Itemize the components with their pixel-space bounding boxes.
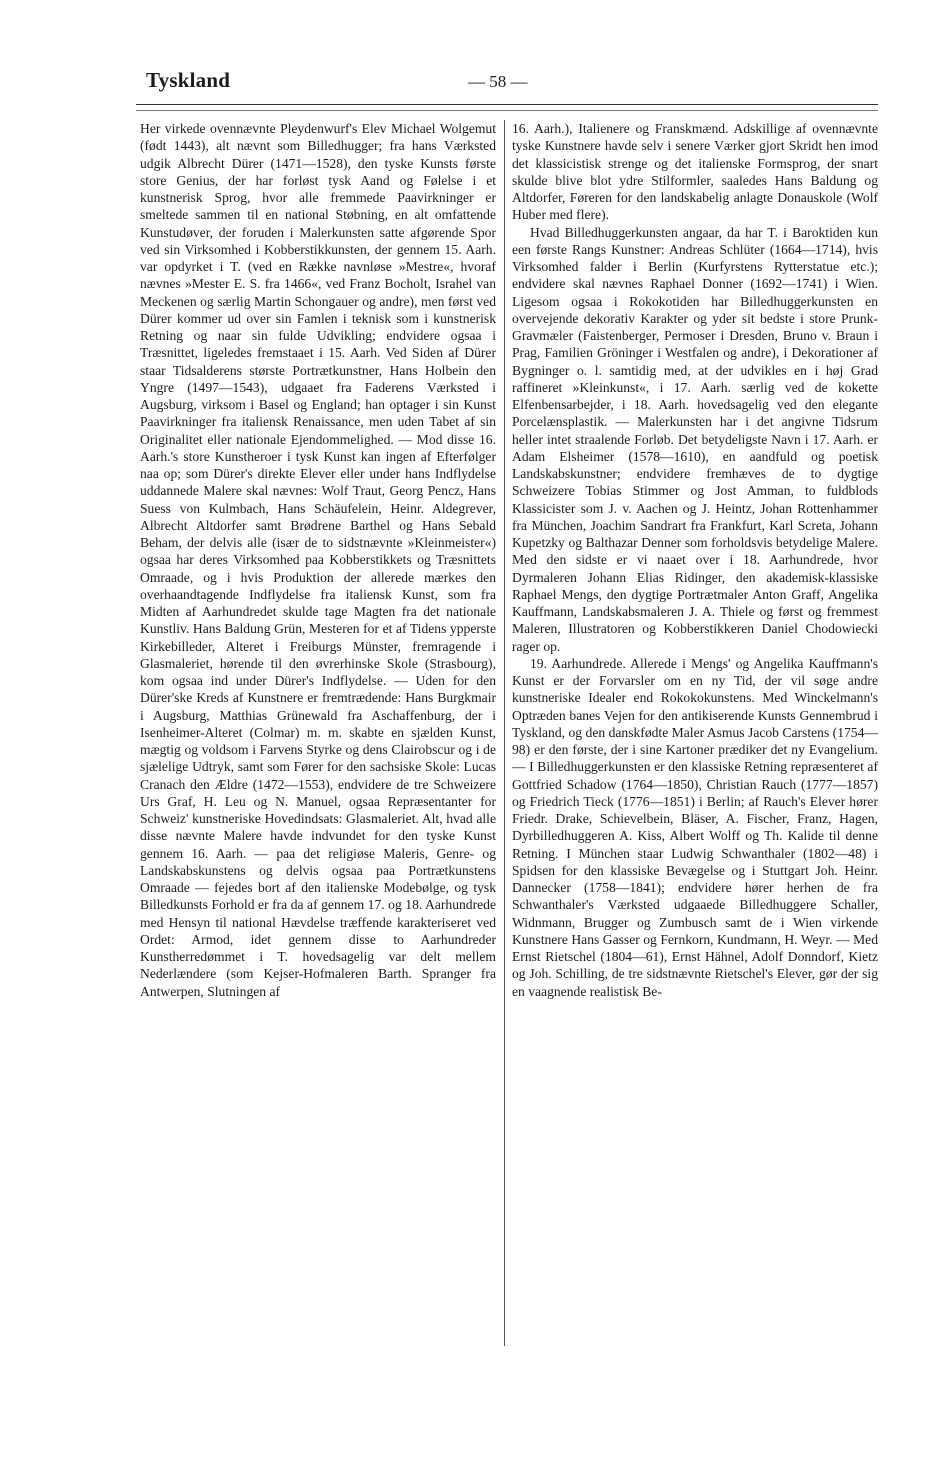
header-rule: [136, 104, 878, 105]
column-divider: [504, 120, 505, 1346]
running-head-title: Tyskland: [146, 68, 231, 92]
left-column: [140, 120, 496, 1000]
right-paragraph-3: 19. Aarhundrede. Allerede i Mengs' og Angelika Kauffmann's Kunst er der Forvarsler om en ny Tid, der vil søge andre kunstneriske Idealer end Rokokokunstens. Med Winckelmann's Optræden banes Vejen for den antikiserende Kunsts Gennembrud i Tyskland, og den danskfødte Maler Asmus Jacob Carstens (1754—98) er den første, der i sine Kartoner prædiker det ny Evangelium. — I Billedhuggerkunsten er den klassiske Retning repræsenteret af Gottfried Schadow (1764—1850), Christian Rauch (1777—1857) og Friedrich Tieck (1776—1851) i Berlin; af Rauch's Elever hører Friedr. Drake, Schievelbein, Bläser, A. Fischer, Franz, Hagen, Dyrbilledhuggeren A. Kiss, Albert Wolff og Th. Kalide til denne Retning. I München staar Ludwig Schwanthaler (1802—48) i Spidsen for den klassiske Bevægelse og i Stuttgart Joh. Heinr. Dannecker (1758—1841); endvidere hører herhen de fra Schwanthaler's Værksted udgaaede Billedhuggere Schaller, Widnmann, Brugger og Zumbusch samt de i Wien virkende Kunstnere Hans Gasser og Fernkorn, Kundmann, H. Weyr. — Med Ernst Rietschel (1804—61), Ernst Hähnel, Adolf Donndorf, Kietz og Joh. Schilling, de tre sidstnævnte Rietschel's Elever, gør der sig en vaagnende realistisk Be-: [512, 655, 878, 999]
header-rule-secondary: [136, 110, 878, 111]
right-column: [512, 120, 878, 1000]
right-paragraph-2: Hvad Billedhuggerkunsten angaar, da har T. i Baroktiden kun een første Rangs Kunstner: Andreas Schlüter (1664—1714), hvis Virksomhed falder i Berlin (Kurfyrstens Rytterstatue etc.); endvidere skal nævnes Raphael Donner (1692—1741) i Wien. Ligesom ogsaa i Rokokotiden har Billedhuggerkunsten en overvejende dekorativ Karakter og yder sit bedste i store Prunk-Gravmæler (Faistenberger, Permoser i Dresden, Bruno v. Braun i Prag, Familien Gröninger i Westfalen og andre), i Dekorationer af Bygninger o. l. samtidig med, at der udvikles en i høj Grad raffineret »Kleinkunst«, i 17. Aarh. særlig ved de kokette Elfenbensarbejder, i 18. Aarh. hovedsagelig ved den elegante Porcelænsplastik. — Malerkunsten har i det angivne Tidsrum heller intet straalende Forløb. Det betydeligste Navn i 17. Aarh. er Adam Elsheimer (1578—1610), en aandfuld og poetisk Landskabskunstner; endvidere fremhæves de to dygtige Schweizere Tobias Stimmer og Jost Amman, to fuldblods Klassicister som J. v. Aachen og J. Heintz, Johan Rottenhammer fra München, Joachim Sandrart fra Frankfurt, Karl Screta, Johann Kupetzky og Balthazar Denner som forholdsvis betydelige Malere. Med den sidste er vi naaet over i 18. Aarhundrede, hvor Dyrmaleren Johann Elias Ridinger, den akademisk-klassiske Raphael Mengs, den dygtige Portrætmaler Anton Graff, Angelika Kauffmann, Landskabsmaleren J. A. Thiele og først og fremmest Maleren, Illustratoren og Kobberstikkeren Daniel Chodowiecki rager op.: [512, 224, 878, 654]
left-paragraph-1: Her virkede ovennævnte Pleydenwurf's Elev Michael Wolgemut (født 1443), alt nævnt som Billedhugger; fra hans Værksted udgik Albrecht Dürer (1471—1528), den tyske Kunsts første store Genius, der har forløst tysk Aand og Følelse i et kunstnerisk Sprog, hvor alle fremmede Paavirkninger er smeltede sammen til en national Støbning, en alt omfattende Kunstudøver, der foruden i Malerkunsten satte afgørende Spor ved sin Virksomhed i Kobberstikkunsten, der gennem 15. Aarh. var opdyrket i T. (ved en Række navnløse »Mestre«, hvoraf nævnes »Mester E. S. fra 1466«, ved Franz Bocholt, Israhel van Meckenen og særlig Martin Schongauer og andre), men først ved Dürer kommer ud over sin Famlen i teknisk som i kunstnerisk Retning og naar sin fulde Udvikling; endvidere ogsaa i Træsnittet, ligeledes fremstaaet i 15. Aarh. Ved Siden af Dürer staar Tidsalderens største Portrætkunstner, Hans Holbein den Yngre (1497—1543), udgaaet fra Faderens Værksted i Augsburg, virksom i Basel og England; han optager i sin Kunst Paavirkninger fra italiensk Renaissance, men uden Tabet af sin Originalitet eller nationale Ejendommelighed. — Mod disse 16. Aarh.'s store Kunstheroer i tysk Kunst kan ingen af Efterfølger naa op; som Dürer's direkte Elever eller under hans Indflydelse uddannede Malere skal nævnes: Wolf Traut, Georg Pencz, Hans Suess von Kulmbach, Hans Schäufelein, Heinr. Aldegrever, Albrecht Altdorfer samt Brødrene Barthel og Hans Sebald Beham, der delvis alle (især de to sidstnævnte »Kleinmeister«) ogsaa har deres Virksomhed paa Kobberstikkets og Træsnittets Omraade, og i hvis Produktion der allerede mærkes den overhaandtagende Indflydelse fra italiensk Kunst, som fra Midten af Aarhundredet skulde tage Magten fra det nationale Kunstliv. Hans Baldung Grün, Mesteren for et af Tidens ypperste Kirkebilleder, Alteret i Freiburgs Münster, fremragende i Glasmaleriet, hørende til den øvrerhinske Skole (Strasbourg), kom ogsaa ind under Dürer's Indflydelse. — Uden for den Dürer'ske Kreds af Kunstnere er fremtrædende: Hans Burgkmair i Augsburg, Matthias Grünewald fra Aschaffenburg, der i Isenheimer-Alteret (Colmar) m. m. skabte en sjælden Kunst, mægtig og voldsom i Farvens Styrke og dens Clairobscur og i de sjælelige Udtryk, samt som Fører for den sachsiske Skole: Lucas Cranach den Ældre (1472—1553), endvidere de tre Schweizere Urs Graf, H. Leu og N. Manuel, ogsaa Repræsentanter for Schweiz' kunstneriske Hovedindsats: Glasmaleriet. Alt, hvad alle disse nævnte Malere havde indvundet for den tyske Kunst gennem 16. Aarh. — paa det religiøse Maleris, Genre- og Landskabskunstens og delvis ogsaa paa Portrætkunstens Omraade — fejedes bort af den italienske Modebølge, og tysk Billedkunsts Forhold er fra da af gennem 17. og 18. Aarhundrede med Hensyn til national Hævdelse træffende karakteriseret ved Ordet: Armod, idet gennem disse to Aarhundreder Kunstherredømmet i T. hovedsagelig var delt mellem Nederlændere (som Kejser-Hofmaleren Barth. Spranger fra Antwerpen, Slutningen af: [140, 121, 496, 999]
right-paragraph-1: 16. Aarh.), Italienere og Franskmænd. Adskillige af ovennævnte tyske Kunstnere havde selv i senere Værker gjort Skridt hen imod det klassicistisk strenge og det italienske Formsprog, der snart skulde blive blot ydre Stilformler, saaledes Hans Baldung og Altdorfer, Føreren for den landskabelig anlagte Donauskole (Wolf Huber med flere).: [512, 121, 878, 223]
page-number: — 58 —: [468, 72, 528, 91]
